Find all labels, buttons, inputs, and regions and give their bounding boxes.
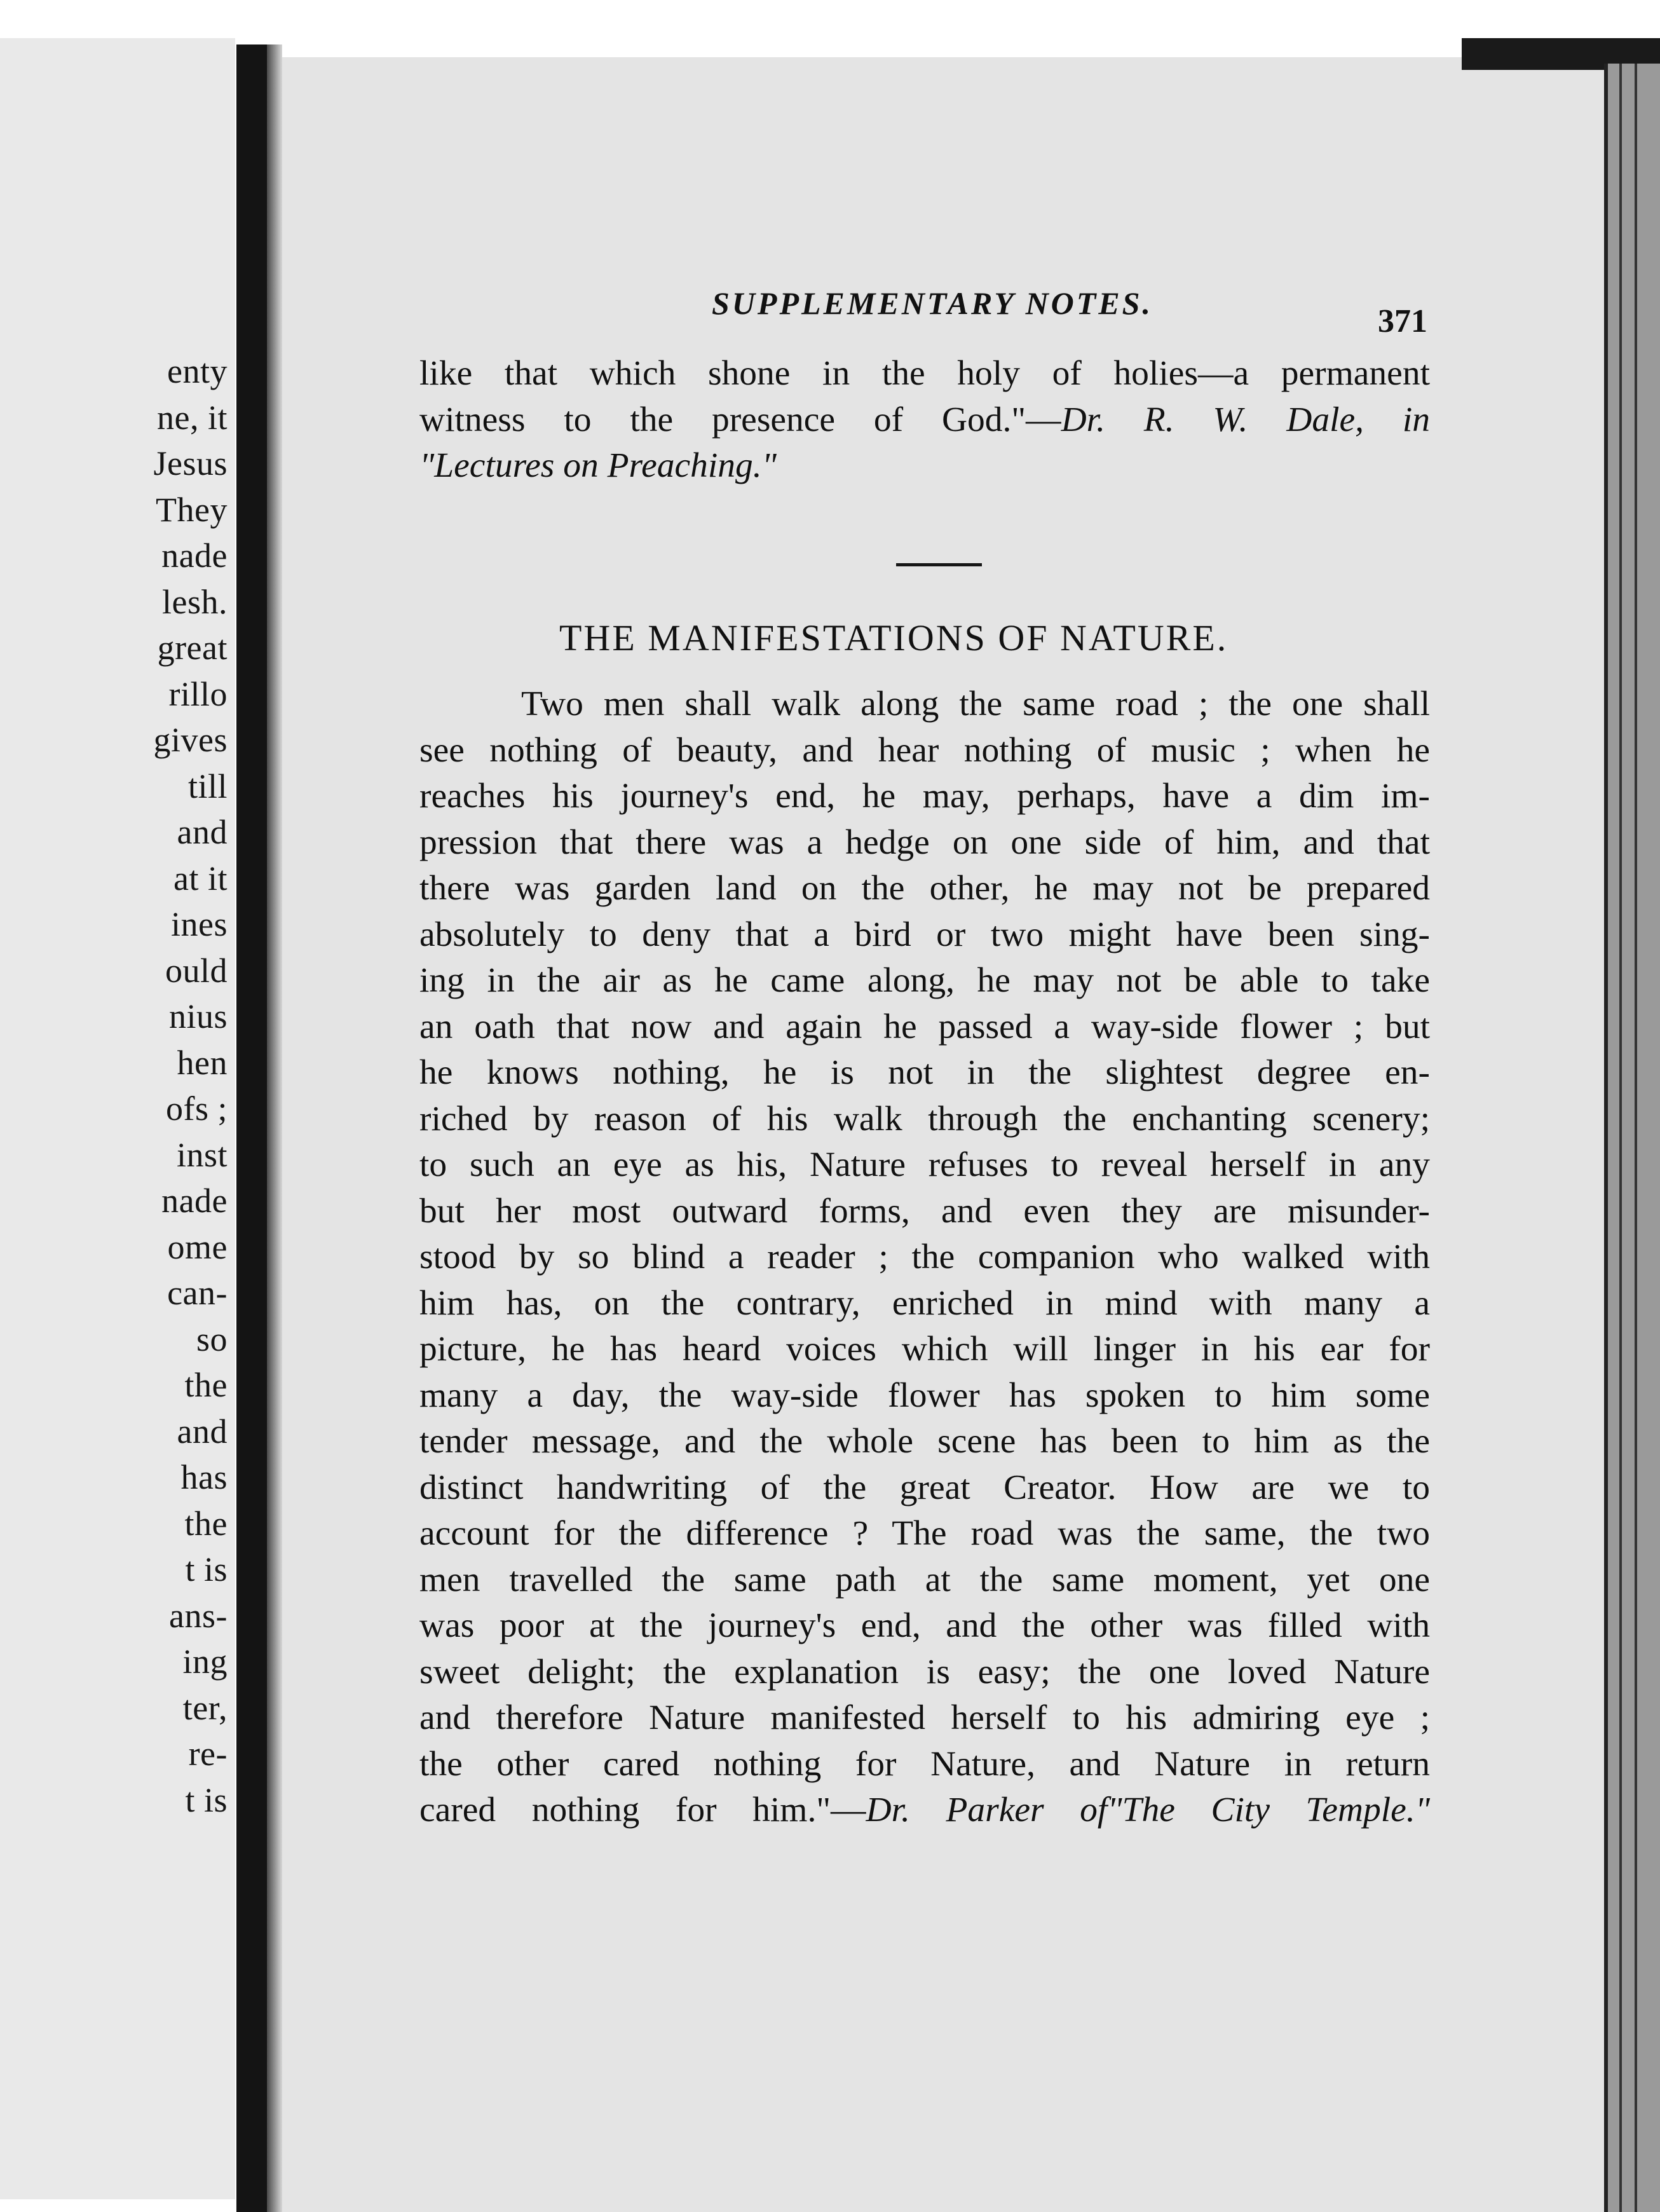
closing-author: Dr. Parker of: [866, 1791, 1108, 1829]
left-page-line: t is: [185, 1780, 228, 1819]
left-page-line: ould: [165, 951, 228, 990]
left-page-line: so: [196, 1320, 228, 1358]
left-page-line: hen: [177, 1043, 228, 1082]
body-line: account for the difference ? The road was the same, the two: [419, 1514, 1430, 1553]
intro-line: [419, 443, 1430, 489]
left-page-line: ing: [182, 1642, 228, 1681]
left-page-line: gives: [153, 721, 228, 759]
body-line: many a day, the way-side flower has spoken to him some: [419, 1376, 1430, 1415]
body-line: absolutely to deny that a bird or two might have been sing-: [419, 915, 1430, 954]
body-line: but her most outward forms, and even they are misunder-: [419, 1191, 1430, 1231]
left-page-line: and: [177, 813, 228, 851]
body-line: sweet delight; the explanation is easy; the one loved Nature: [419, 1652, 1430, 1691]
running-head: SUPPLEMENTARY NOTES.: [712, 285, 1153, 321]
left-page-line: re-: [188, 1735, 228, 1773]
body-line: ing in the air as he came along, he may not be able to take: [419, 961, 1430, 1000]
body-line: and therefore Nature manifested herself to his admiring eye ;: [419, 1698, 1430, 1737]
left-page-text: [153, 348, 228, 1823]
closing-text: cared nothing for him."—: [419, 1791, 866, 1829]
body-line: there was garden land on the other, he may not be prepared: [419, 869, 1430, 908]
left-page-line: nius: [168, 997, 228, 1035]
body-line: picture, he has heard voices which will linger in his ear for: [419, 1330, 1430, 1369]
left-page-line: Jesus: [153, 444, 228, 482]
page-edge-right: [1604, 64, 1660, 2212]
left-page-line: ofs ;: [166, 1089, 228, 1128]
body-paragraph: [419, 681, 1430, 1834]
left-page-line: can-: [167, 1274, 228, 1312]
left-page-line: at it: [173, 859, 228, 898]
left-page-line: nade: [161, 1182, 228, 1220]
left-page-line: and: [177, 1412, 228, 1451]
left-page-line: They: [156, 490, 228, 529]
intro-line: [419, 397, 1430, 444]
body-line: pression that there was a hedge on one side of him, and that: [419, 823, 1430, 862]
body-line: was poor at the journey's end, and the other was filled with: [419, 1606, 1430, 1645]
left-page-line: the: [184, 1504, 228, 1543]
body-line: men travelled the same path at the same moment, yet one: [419, 1560, 1430, 1599]
left-page-line: ter,: [182, 1688, 228, 1727]
left-page-line: nade: [161, 536, 228, 575]
body-line: tender message, and the whole scene has been to him as the: [419, 1422, 1430, 1461]
body-line: riched by reason of his walk through the enchanting scenery;: [419, 1099, 1430, 1138]
left-page-line: lesh.: [162, 582, 228, 621]
closing-line: [419, 1787, 1430, 1834]
left-page-line: inst: [176, 1135, 228, 1174]
left-page-line: ines: [171, 905, 228, 943]
left-page-line: till: [187, 767, 228, 805]
body-line: stood by so blind a reader ; the companion who walked with: [419, 1238, 1430, 1276]
left-page-line: ome: [167, 1227, 228, 1266]
left-page-line: great: [157, 629, 228, 667]
left-page-line: the: [184, 1366, 228, 1404]
left-page-line: rillo: [168, 674, 228, 713]
body-line: Two men shall walk along the same road ; the one shall: [521, 685, 1430, 723]
intro-paragraph: [419, 351, 1430, 489]
intro-line: like that which shone in the holy of holies—a permanent: [419, 354, 1430, 393]
page-edge-line: [1619, 64, 1622, 2212]
left-page-line: ne, it: [157, 398, 228, 437]
section-divider: [896, 563, 982, 566]
left-page-line: enty: [167, 352, 228, 390]
intro-author: Dr. R. W. Dale, in: [1061, 400, 1430, 439]
body-line: see nothing of beauty, and hear nothing of music ; when he: [419, 730, 1430, 770]
section-heading: THE MANIFESTATIONS OF NATURE.: [559, 617, 1228, 659]
left-page-line: t is: [185, 1550, 228, 1588]
book-gutter: [236, 44, 267, 2212]
body-line: distinct handwriting of the great Creator. How are we to: [419, 1468, 1430, 1507]
body-line: he knows nothing, he is not in the slightest degree en-: [419, 1053, 1430, 1092]
page-edge-line: [1635, 64, 1637, 2212]
body-line: to such an eye as his, Nature refuses to reveal herself in any: [419, 1145, 1430, 1184]
closing-source: "The City Temple.": [1107, 1791, 1430, 1829]
page-number: 371: [1378, 303, 1427, 339]
intro-line-text: witness to the presence of God."—: [419, 400, 1061, 439]
left-page-line: has: [180, 1458, 228, 1496]
left-page-line: ans-: [169, 1596, 228, 1635]
left-facing-page: [0, 38, 235, 2199]
intro-source-title: "Lectures on Preaching.": [419, 446, 777, 485]
body-line: him has, on the contrary, enriched in mind with many a: [419, 1283, 1430, 1323]
body-line: the other cared nothing for Nature, and Nature in return: [419, 1744, 1430, 1784]
body-line: reaches his journey's end, he may, perhaps, have a dim im-: [419, 777, 1430, 816]
gutter-shadow: [267, 44, 282, 2212]
body-line: an oath that now and again he passed a way-side flower ; but: [419, 1007, 1430, 1046]
